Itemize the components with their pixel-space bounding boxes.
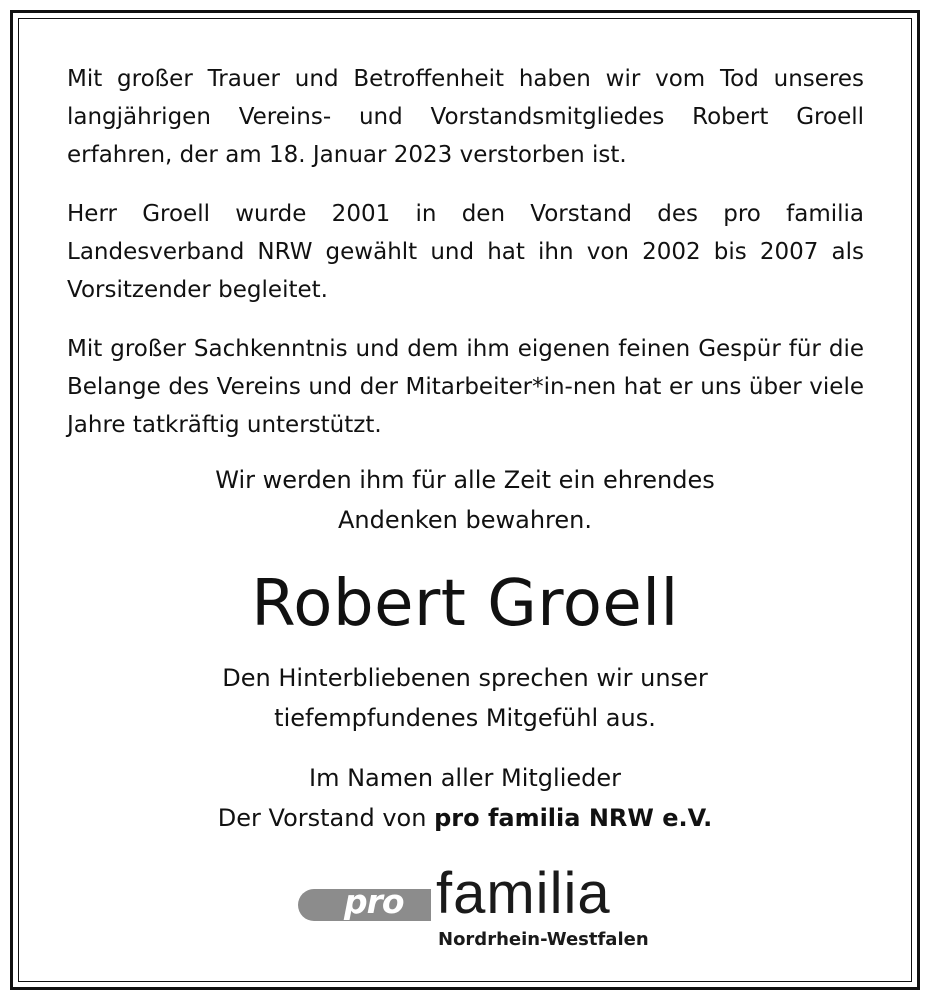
signature-block <box>60 758 870 838</box>
memory-line: Andenken bewahren. <box>338 506 592 534</box>
pro-familia-logo <box>298 861 668 956</box>
condolence-line: tiefempfundenes Mitgefühl aus. <box>274 704 656 732</box>
memory-statement <box>60 460 870 540</box>
paragraph-announcement: Mit großer Trauer und Betroffenheit haben wir vom Tod unseres langjährigen Vereins- und Vorstandsmitgliedes Robert Groell erfahren, der am 18. Januar 2023 verstorben ist. <box>67 66 864 168</box>
logo-wordmark: familia <box>436 861 611 926</box>
logo-pro-text: pro <box>344 882 404 921</box>
logo-subtitle: Nordrhein-Westfalen <box>438 929 649 950</box>
paragraph-board-history: Herr Groell wurde 2001 in den Vorstand des pro familia Landesverband NRW gewählt und hat ihn von 2002 bis 2007 als Vorsitzender begleitet. <box>67 201 864 303</box>
signature-prefix: Der Vorstand von <box>217 804 435 832</box>
condolence-statement <box>60 658 870 738</box>
memory-line: Wir werden ihm für alle Zeit ein ehrendes <box>215 466 715 494</box>
deceased-name: Robert Groell <box>251 567 679 641</box>
paragraph-appreciation: Mit großer Sachkenntnis und dem ihm eigenen feinen Gespür für die Belange des Vereins und der Mitarbeiter*in-nen hat er uns über viele Jahre tatkräftig unterstützt. <box>67 336 864 438</box>
signature-line-2 <box>60 798 870 838</box>
signature-line-1: Im Namen aller Mitglieder <box>308 764 622 792</box>
organization-name: pro familia NRW e.V. <box>434 804 713 832</box>
condolence-line: Den Hinterbliebenen sprechen wir unser <box>222 664 708 692</box>
